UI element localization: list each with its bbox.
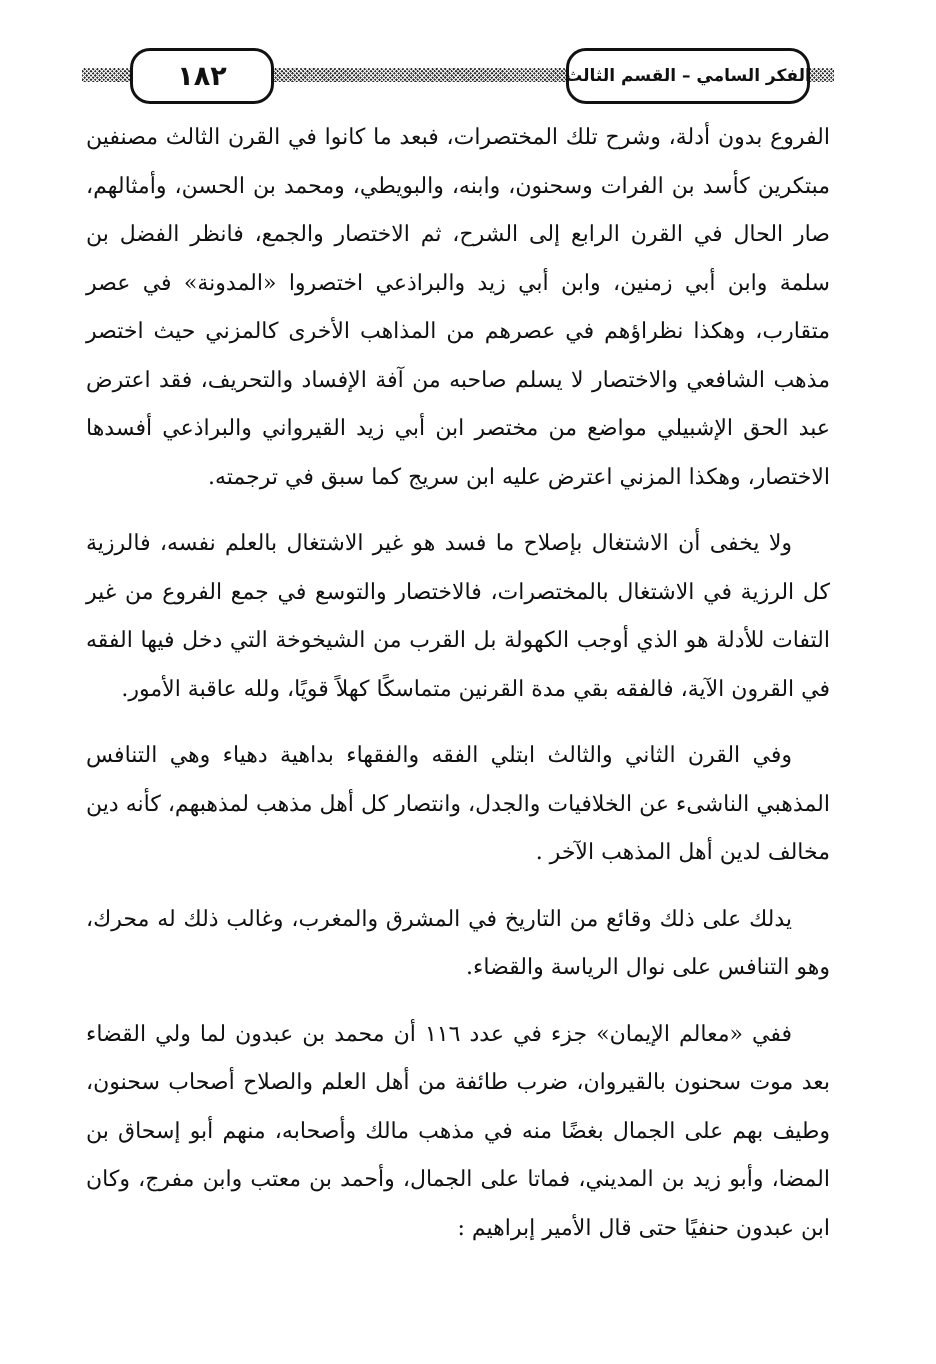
- running-title: الفكر السامي – القسم الثالث: [565, 66, 811, 86]
- paragraph: الفروع بدون أدلة، وشرح تلك المختصرات، فبعد ما كانوا في القرن الثالث مصنفين مبتكرين كأسد بن الفرات وسحنون، وابنه، والبويطي، ومحمد بن الحسن، وأمثالهم، صار الحال في القرن الرابع إلى الشرح، ثم الاختصار والجمع، فانظر الفضل بن سلمة وابن أبي زمنين، وابن أبي زيد والبراذعي اختصروا «المدونة» في عصر متقارب، وهكذا نظراؤهم في عصرهم من المذاهب الأخرى كالمزني حيث اختصر مذهب الشافعي والاختصار لا يسلم صاحبه من آفة الإفساد والتحريف، فقد اعترض عبد الحق الإشبيلي مواضع من مختصر ابن أبي زيد القيرواني والبراذعي أفسدها الاختصار، وهكذا المزني اعترض عليه ابن سريج كما سبق في ترجمته.: [86, 125, 830, 490]
- paragraph: ولا يخفى أن الاشتغال بإصلاح ما فسد هو غير الاشتغال بالعلم نفسه، فالرزية كل الرزية في الاشتغال بالمختصرات، فالاختصار والتوسع في جمع الفروع من غير التفات للأدلة هو الذي أوجب الكهولة بل القرب من الشيخوخة التي دخل فيها الفقه في القرون الآية، فالفقه بقي مدة القرنين متماسكًا كهلاً قويًا، ولله عاقبة الأمور.: [86, 531, 830, 702]
- paragraph: وفي القرن الثاني والثالث ابتلي الفقه والفقهاء بداهية دهياء وهي التنافس المذهبي الناشىء عن الخلافيات والجدل، وانتصار كل أهل مذهب لمذهبهم، كأنه دين مخالف لدين أهل المذهب الآخر .: [86, 743, 830, 865]
- page-number-frame: [130, 48, 274, 104]
- paragraph: ففي «معالم الإيمان» جزء في عدد ١١٦ أن محمد بن عبدون لما ولي القضاء بعد موت سحنون بالقيروان، ضرب طائفة من أهل العلم والصلاح أصحاب سحنون، وطيف بهم على الجمال بغضًا منه في مذهب مالك وأصحابه، منهم أبو إسحاق بن المضا، وأبو زيد بن المديني، فماتا على الجمال، وأحمد بن معتب وابن مفرج، وكان ابن عبدون حنفيًا حتى قال الأمير إبراهيم :: [86, 1021, 830, 1241]
- running-title-frame: [566, 48, 810, 104]
- running-header: [82, 46, 834, 104]
- page-number: ١٨٢: [177, 60, 227, 92]
- page-body-text: [86, 114, 830, 1253]
- paragraph: يدلك على ذلك وقائع من التاريخ في المشرق والمغرب، وغالب ذلك له محرك، وهو التنافس على نوال الرياسة والقضاء.: [86, 906, 830, 980]
